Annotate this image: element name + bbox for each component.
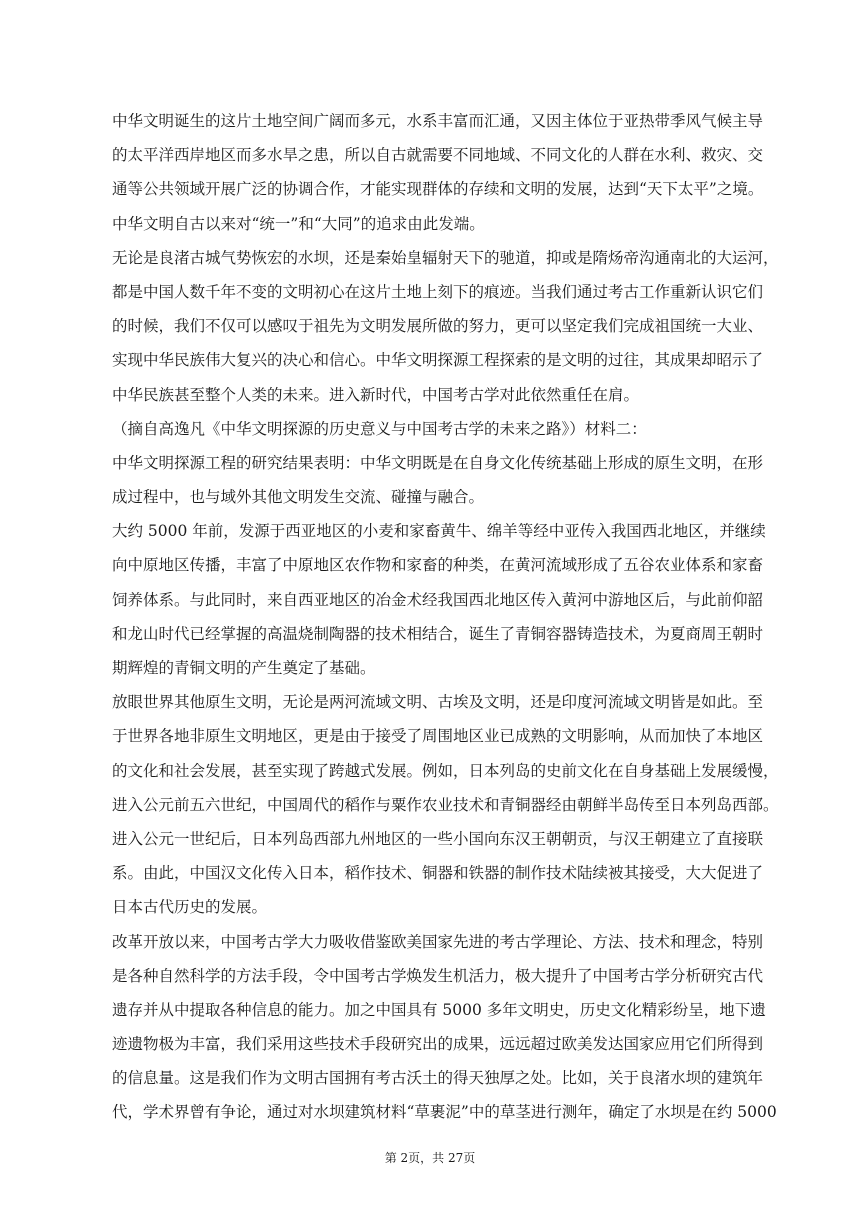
text-line: 改革开放以来，中国考古学大力吸收借鉴欧美国家先进的考古学理论、方法、技术和理念，特别 <box>112 932 764 951</box>
text-line: 实现中华民族伟大复兴的决心和信心。中华文明探源工程探索的是文明的过往，其成果却昭示了 <box>112 351 764 370</box>
text-line: 放眼世界其他原生文明，无论是两河流域文明、古埃及文明，还是印度河流域文明皆是如此。至 <box>112 693 764 712</box>
text-line: 向中原地区传播，丰富了中原地区农作物和家畜的种类，在黄河流域形成了五谷农业体系和家畜 <box>112 556 764 575</box>
text-line: 是各种自然科学的方法手段，令中国考古学焕发生机活力，极大提升了中国考古学分析研究古代 <box>112 966 764 985</box>
page-footer <box>0 1149 860 1166</box>
text-line: 遗存并从中提取各种信息的能力。加之中国具有 5000 多年文明史，历史文化精彩纷呈，地下遗 <box>112 1000 766 1019</box>
text-line: 中华文明探源工程的研究结果表明：中华文明既是在自身文化传统基础上形成的原生文明，在形 <box>112 453 764 472</box>
text-line: 中华文明自古以来对“统一”和“大同”的追求由此发端。 <box>112 214 485 233</box>
text-line: 的文化和社会发展，甚至实现了跨越式发展。例如，日本列岛的史前文化在自身基础上发展缓慢， <box>112 761 779 780</box>
text-line: 的太平洋西岸地区而多水旱之患，所以自古就需要不同地域、不同文化的人群在水利、救灾、交 <box>112 146 764 165</box>
text-line: 进入公元一世纪后，日本列岛西部九州地区的一些小国向东汉王朝朝贡，与汉王朝建立了直接联 <box>112 829 764 848</box>
text-line: （摘自高逸凡《中华文明探源的历史意义与中国考古学的未来之路》）材料二： <box>112 419 647 438</box>
text-line: 于世界各地非原生文明地区，更是由于接受了周围地区业已成熟的文明影响，从而加快了本地区 <box>112 727 764 746</box>
text-line: 通等公共领域开展广泛的协调合作，才能实现群体的存续和文明的发展，达到“天下太平”之境。 <box>112 180 764 199</box>
text-line: 和龙山时代已经掌握的高温烧制陶器的技术相结合，诞生了青铜容器铸造技术，为夏商周王朝时 <box>112 624 764 643</box>
text-line: 的时候，我们不仅可以感叹于祖先为文明发展所做的努力，更可以坚定我们完成祖国统一大业、 <box>112 317 764 336</box>
text-line: 系。由此，中国汉文化传入日本，稻作技术、铜器和铁器的制作技术陆续被其接受，大大促进了 <box>112 864 764 883</box>
document-body <box>112 104 779 1130</box>
text-line: 进入公元前五六世纪，中国周代的稻作与粟作农业技术和青铜器经由朝鲜半岛传至日本列岛西部。 <box>112 795 779 814</box>
text-line: 中华文明诞生的这片土地空间广阔而多元，水系丰富而汇通，又因主体位于亚热带季风气候主导 <box>112 112 764 130</box>
text-line: 的信息量。这是我们作为文明古国拥有考古沃土的得天独厚之处。比如，关于良渚水坝的建筑年 <box>112 1069 764 1088</box>
text-line: 成过程中，也与域外其他文明发生交流、碰撞与融合。 <box>112 488 485 507</box>
text-line: 代，学术界曾有争论，通过对水坝建筑材料“草裹泥”中的草茎进行测年，确定了水坝是在约 5000 <box>112 1103 777 1122</box>
text-line: 中华民族甚至整个人类的未来。进入新时代，中国考古学对此依然重任在肩。 <box>112 385 640 404</box>
text-line: 期辉煌的青铜文明的产生奠定了基础。 <box>112 659 376 677</box>
text-line: 饲养体系。与此同时，来自西亚地区的冶金术经我国西北地区传入黄河中游地区后，与此前仰韶 <box>112 590 764 609</box>
text-line: 大约 5000 年前，发源于西亚地区的小麦和家畜黄牛、绵羊等经中亚传入我国西北地区，并继续 <box>112 522 766 541</box>
page-number-label: 第 2页，共 27页 <box>384 1151 476 1165</box>
text-line: 都是中国人数千年不变的文明初心在这片土地上刻下的痕迹。当我们通过考古工作重新认识它们 <box>112 282 764 301</box>
text-line: 迹遗物极为丰富，我们采用这些技术手段研究出的成果，远远超过欧美发达国家应用它们所得到 <box>112 1035 764 1054</box>
text-line: 日本古代历史的发展。 <box>112 898 268 917</box>
text-line: 无论是良渚古城气势恢宏的水坝，还是秦始皇辐射天下的驰道，抑或是隋炀帝沟通南北的大运河， <box>112 248 779 267</box>
